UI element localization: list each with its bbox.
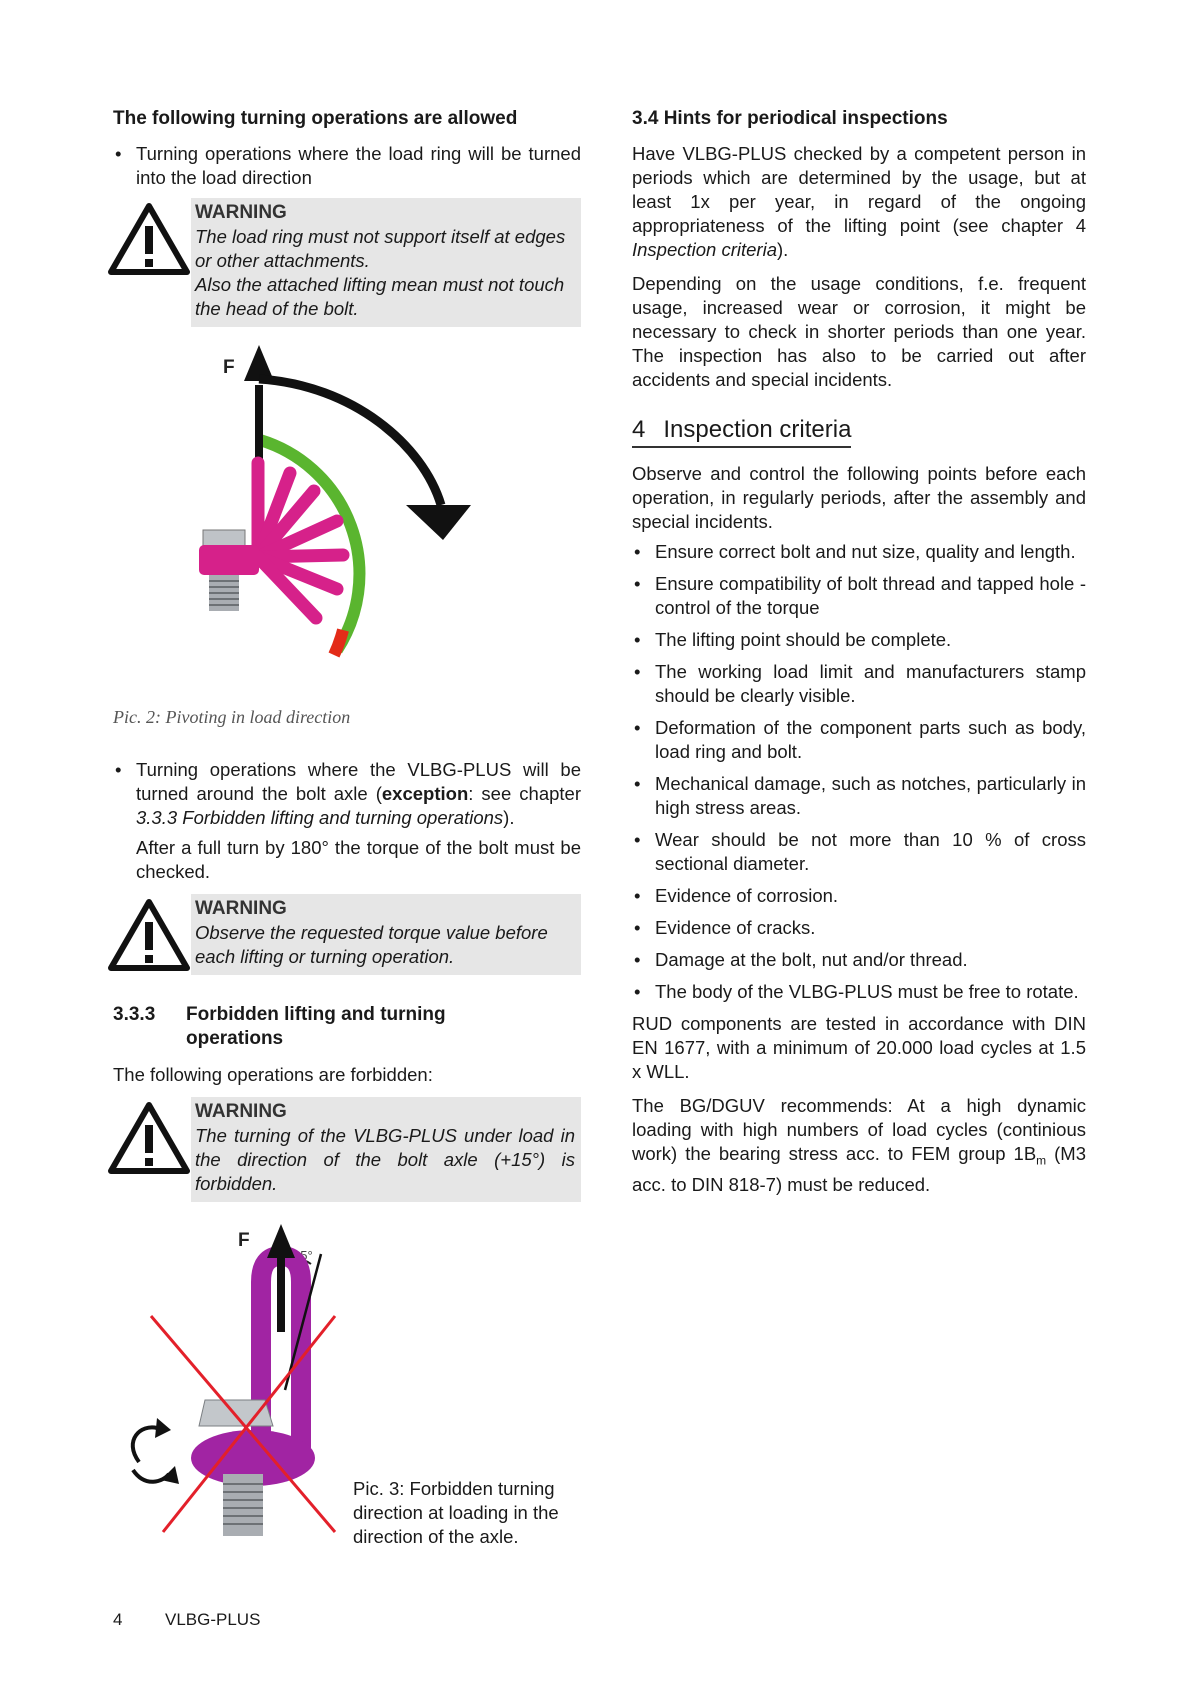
forbidden-intro: The following operations are forbidden:: [113, 1064, 433, 1085]
warning-title: WARNING: [195, 202, 287, 223]
subscript: m: [1036, 1153, 1047, 1168]
paragraph-text: ).: [776, 239, 789, 260]
bullet-text: ).: [503, 807, 515, 828]
pivoting-illustration: [113, 345, 581, 705]
paragraph: RUD components are tested in accordance with DIN EN 1677, with a minimum of 20.000 load cycles at 1.5 x WLL.: [632, 1013, 1086, 1082]
chapter-heading: [632, 416, 1086, 462]
section-number: 3.3.3: [113, 1004, 156, 1025]
paragraph-text: (M3 acc. to DIN 818-7) must be reduced.: [632, 1143, 1087, 1195]
warning-block-1: [113, 198, 581, 327]
warning-box: [191, 894, 581, 975]
list-item: • Damage at the bolt, nut and/or thread.: [632, 948, 1086, 972]
warning-box: [191, 1097, 581, 1202]
list-item: [113, 758, 581, 830]
paragraph-text: Have VLBG-PLUS checked by a competent person in periods which are determined by the usage, but at least 1x per year, in regard of the ongoing appropriateness of the lifting point (see chapter 4: [632, 143, 1086, 236]
warning-block-3: [113, 1097, 581, 1202]
criteria-list: [632, 540, 1086, 1004]
list-item: • The lifting point should be complete.: [632, 628, 1086, 652]
left-column: [113, 108, 581, 1552]
paragraph: Depending on the usage conditions, f.e. frequent usage, increased wear or corrosion, it might be necessary to check in shorter periods than one year. The inspection has also to be carried out after accidents and special incidents.: [632, 273, 1086, 390]
warning-triangle-icon: [107, 898, 191, 972]
list-item: • Evidence of cracks.: [632, 916, 1086, 940]
warning-text: Observe the requested torque value before each lifting or turning operation.: [195, 922, 548, 967]
force-label: F: [223, 357, 235, 378]
page-number: 4: [113, 1610, 123, 1629]
allowed-list: [113, 142, 581, 190]
chapter-number: 4: [632, 416, 646, 443]
bullet-text: : see chapter: [468, 783, 581, 804]
right-column: [632, 108, 1086, 1207]
section-heading-333: [113, 1003, 581, 1051]
list-item: • Ensure compatibility of bolt thread and tapped hole - control of the torque: [632, 572, 1086, 620]
list-item: • The body of the VLBG-PLUS must be free to rotate.: [632, 980, 1086, 1004]
list-item: • Evidence of corrosion.: [632, 884, 1086, 908]
figure-forbidden-turning: [113, 1212, 581, 1552]
section-heading-34: 3.4 Hints for periodical inspections: [632, 108, 948, 129]
force-label: F: [238, 1230, 250, 1251]
list-item: • Deformation of the component parts such as body, load ring and bolt.: [632, 716, 1086, 764]
paragraph: Observe and control the following points before each operation, in regularly periods, after the assembly and special incidents.: [632, 463, 1086, 532]
allowed-operations-heading: The following turning operations are allowed: [113, 108, 518, 129]
figure-caption: Pic. 3: Forbidden turning direction at loading in the direction of the axle.: [353, 1478, 559, 1547]
footer-product-name: VLBG-PLUS: [165, 1610, 261, 1629]
chapter-reference: Inspection criteria: [632, 239, 777, 260]
list-item: • Mechanical damage, such as notches, particularly in high stress areas.: [632, 772, 1086, 820]
list-item: • Wear should be not more than 10 % of cross sectional diameter.: [632, 828, 1086, 876]
figure-caption: Pic. 2: Pivoting in load direction: [113, 707, 351, 727]
paragraph-text: The BG/DGUV recommends: At a high dynamic loading with high numbers of load cycles (continious work) the bearing stress acc. to FEM group 1B: [632, 1095, 1086, 1164]
list-item: • Turning operations where the load ring will be turned into the load direction: [113, 142, 581, 190]
page-footer: [113, 1610, 260, 1630]
warning-text: The turning of the VLBG-PLUS under load in the direction of the bolt axle (+15°) is forbidden.: [195, 1125, 575, 1194]
paragraph: [632, 142, 1086, 262]
warning-title: WARNING: [195, 1101, 287, 1122]
warning-text: The load ring must not support itself at edges or other attachments.: [195, 226, 566, 271]
list-item: • The working load limit and manufacturers stamp should be clearly visible.: [632, 660, 1086, 708]
section-title: Forbidden lifting and turning operations: [186, 1004, 446, 1049]
warning-text: Also the attached lifting mean must not touch the head of the bolt.: [195, 274, 565, 319]
warning-triangle-icon: [107, 202, 191, 276]
turning-list: [113, 758, 581, 830]
warning-box: [191, 198, 581, 327]
after-turn-note: After a full turn by 180° the torque of the bolt must be checked.: [136, 837, 581, 882]
figure-pivoting: [113, 345, 581, 705]
bullet-bold: exception: [381, 783, 469, 804]
list-item: • Ensure correct bolt and nut size, quality and length.: [632, 540, 1086, 564]
warning-block-2: [113, 894, 581, 975]
warning-triangle-icon: [107, 1101, 191, 1175]
warning-title: WARNING: [195, 898, 287, 919]
chapter-title: Inspection criteria: [663, 416, 852, 443]
angle-label: 15°: [293, 1248, 313, 1263]
paragraph: [632, 1094, 1086, 1197]
bullet-text: Turning operations where the VLBG-PLUS will be turned around the bolt axle (: [136, 759, 581, 804]
chapter-reference: 3.3.3 Forbidden lifting and turning operations: [136, 807, 504, 828]
